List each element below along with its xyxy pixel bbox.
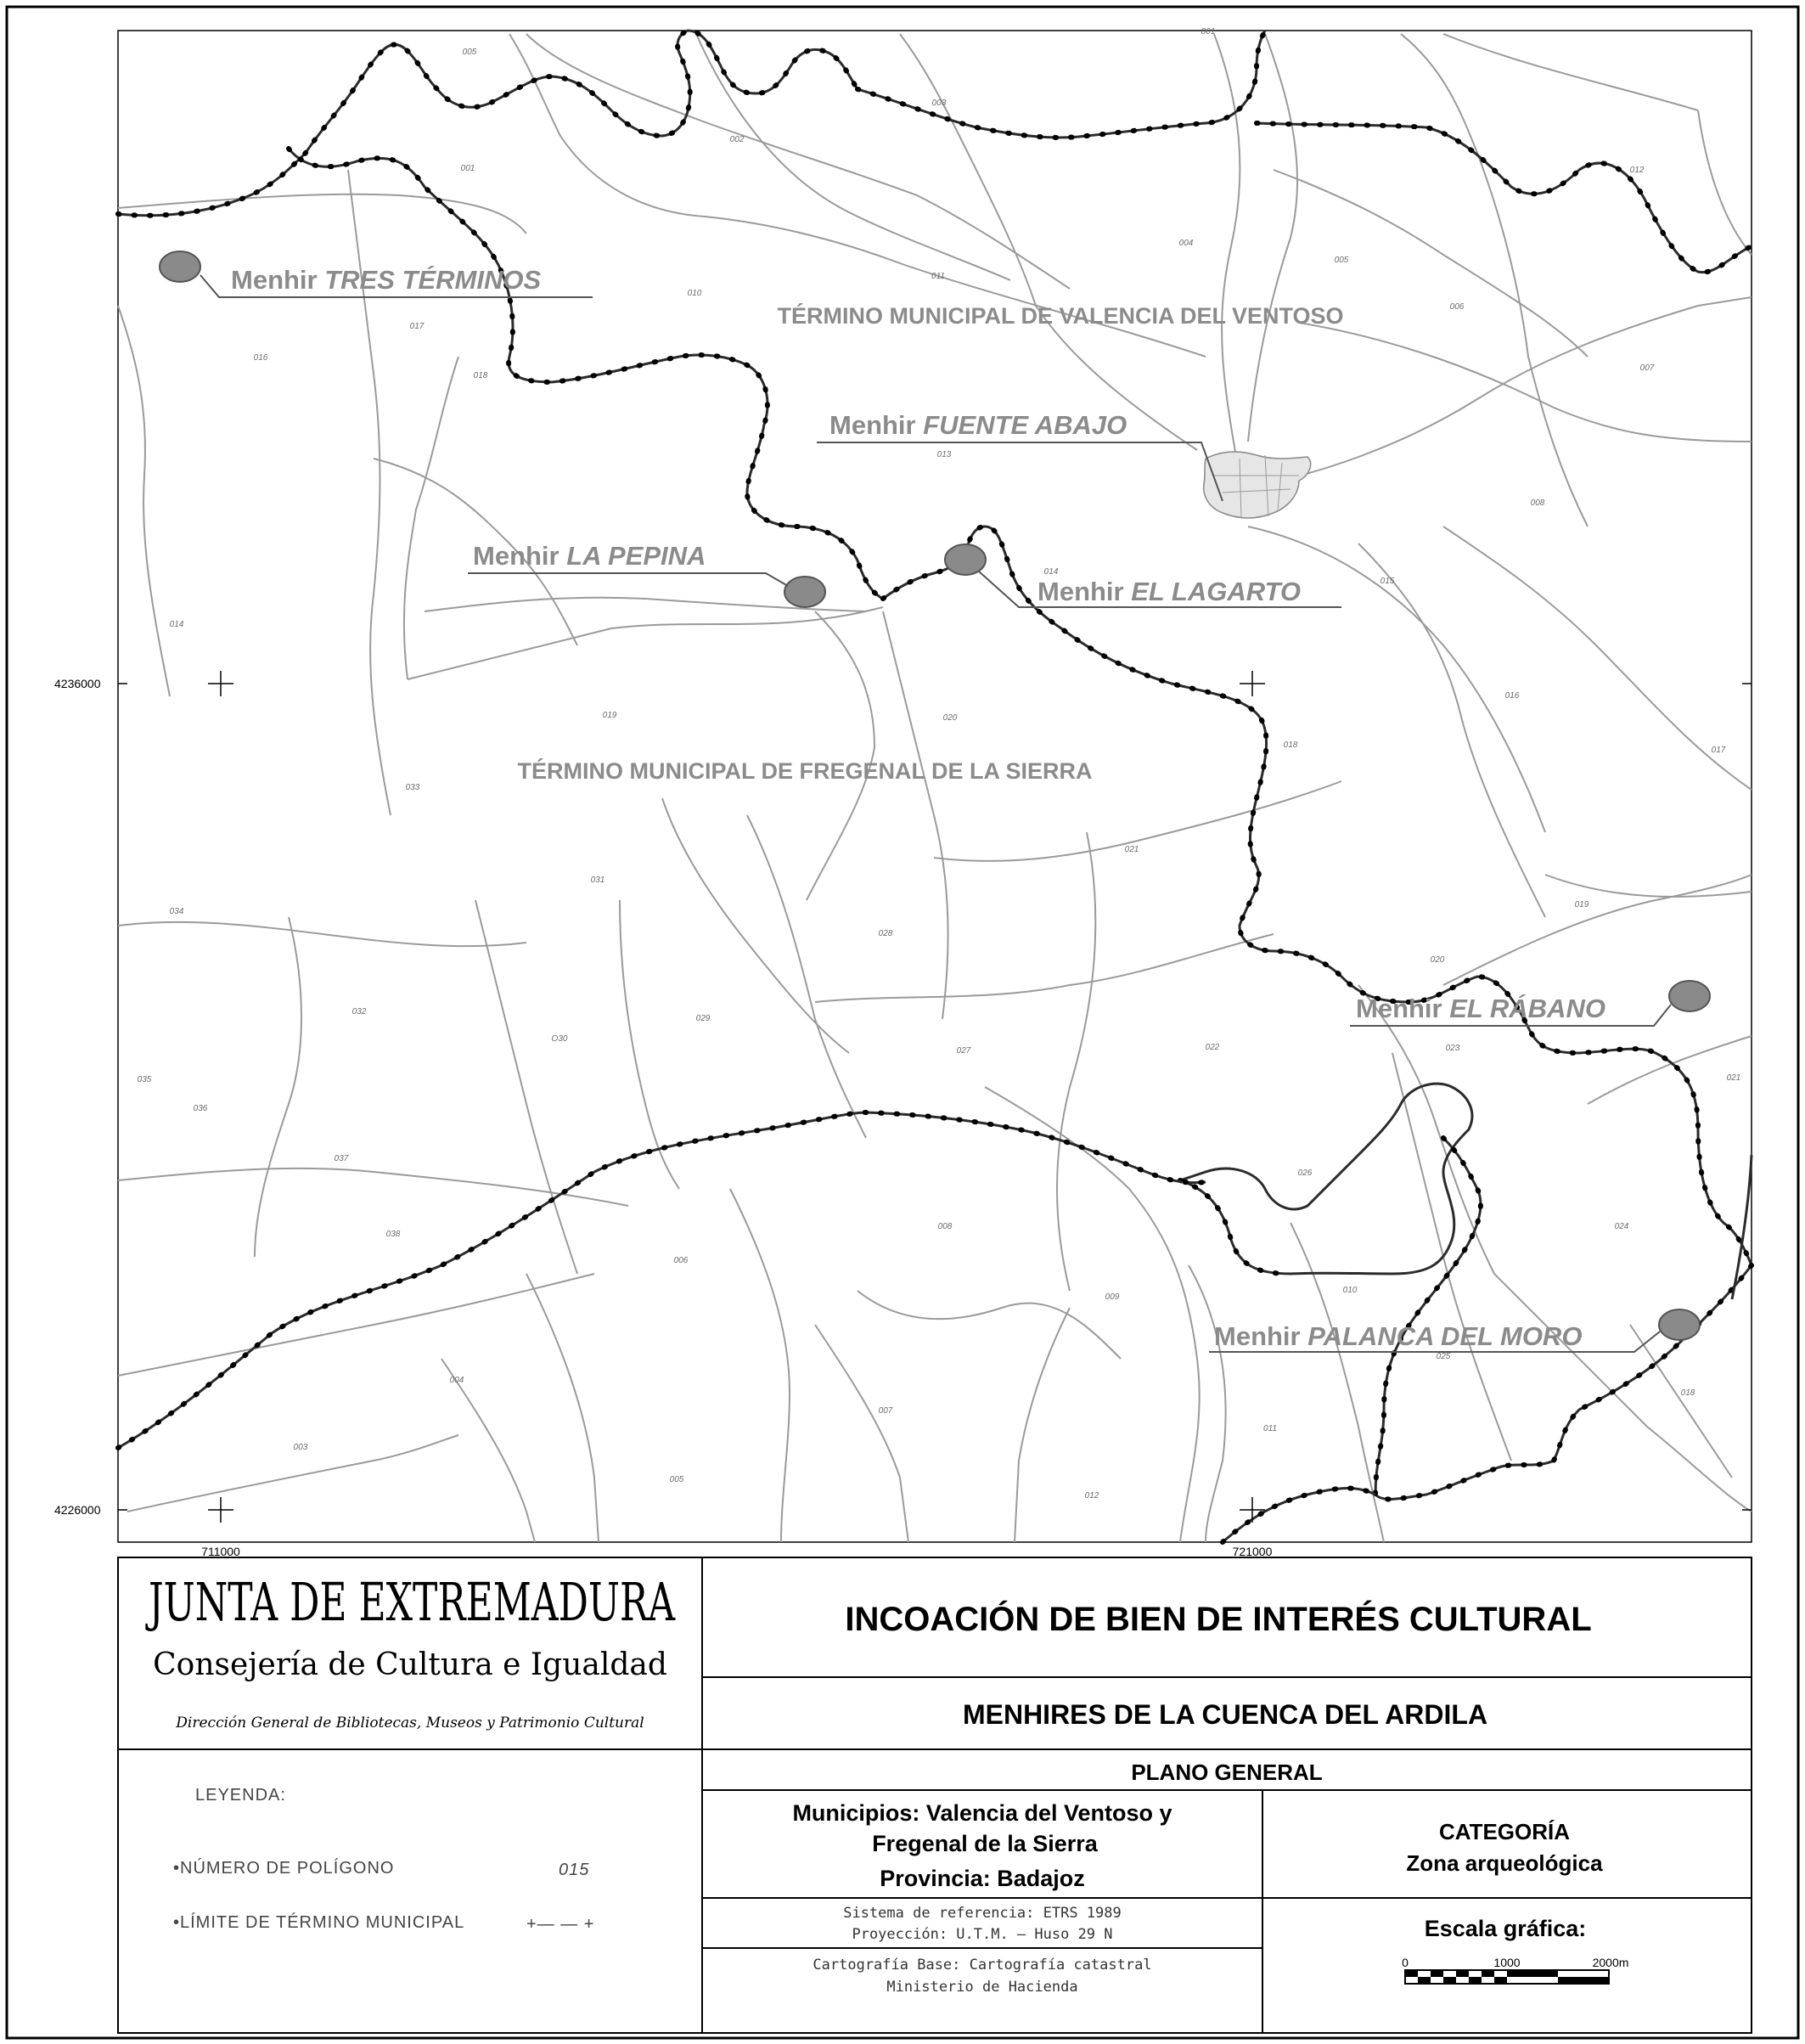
parcel-number-label: 005 — [669, 1475, 684, 1484]
parcel-number-label: 020 — [942, 713, 958, 723]
parcel-number-label: 007 — [1639, 363, 1655, 373]
menhir-marker-icon — [160, 251, 200, 282]
parcel-number-label: 019 — [1574, 900, 1589, 909]
parcel-number-label: 007 — [878, 1406, 893, 1416]
main-title: INCOACIÓN DE BIEN DE INTERÉS CULTURAL — [845, 1601, 1592, 1638]
menhir-label — [1214, 1321, 1582, 1351]
parcel-number-label: 001 — [460, 164, 475, 173]
legend-title: LEYENDA: — [195, 1786, 286, 1805]
menhir-label — [231, 265, 541, 295]
parcel-number-label: 005 — [1334, 256, 1349, 265]
parcel-number-label: 011 — [931, 272, 945, 281]
menhir-fuente-abajo — [817, 410, 1223, 501]
parcel-number-label: 018 — [1680, 1388, 1695, 1398]
municipios-line1: Municipios: Valencia del Ventoso y — [792, 1800, 1172, 1826]
parcel-number-label: 020 — [1430, 955, 1445, 965]
parcel-number-label: 017 — [1711, 746, 1726, 755]
menhir-label — [829, 410, 1127, 440]
menhir-marker-icon — [945, 544, 986, 575]
municipal-boundaries — [118, 31, 1752, 1542]
menhir-prefix: Menhir — [231, 265, 325, 295]
menhir-name: EL RÁBANO — [1449, 994, 1605, 1023]
parcel-number-label: 004 — [449, 1376, 464, 1385]
parcel-number-label: 028 — [878, 929, 893, 938]
menhir-label — [1356, 994, 1605, 1023]
parcel-number-label: 018 — [1283, 740, 1298, 750]
provincia: Provincia: Badajoz — [880, 1866, 1085, 1891]
legend-boundary-label: •LÍMITE DE TÉRMINO MUNICIPAL — [173, 1913, 465, 1932]
legend-polygon-sample: 015 — [559, 1861, 590, 1879]
parcel-number-label: 004 — [1178, 239, 1194, 248]
subtitle: MENHIRES DE LA CUENCA DEL ARDILA — [962, 1699, 1488, 1730]
parcel-number-label: 011 — [1263, 1424, 1277, 1433]
categoria-label: CATEGORÍA — [1438, 1819, 1571, 1844]
parcel-number-label: 006 — [1449, 302, 1465, 312]
scale-tick-0: 0 — [1402, 1956, 1409, 1969]
coord-x-left: 711000 — [201, 1545, 240, 1558]
menhir-prefix: Menhir — [1356, 994, 1450, 1023]
cartografia-line1: Cartografía Base: Cartografía catastral — [813, 1957, 1152, 1974]
legend-boundary-sample: +— — + — [526, 1915, 595, 1934]
menhir-label — [1037, 577, 1301, 606]
escala-label: Escala gráfica: — [1424, 1916, 1587, 1941]
menhir-la-pepina — [468, 541, 825, 607]
term-label-fregenal: TÉRMINO MUNICIPAL DE FREGENAL DE LA SIERRA — [517, 758, 1093, 784]
proyeccion: Proyección: U.T.M. — Huso 29 N — [852, 1926, 1113, 1943]
leader-line — [468, 573, 788, 586]
org-department: Consejería de Cultura e Igualdad — [153, 1647, 667, 1682]
map-area — [54, 27, 1752, 1558]
town-core — [1204, 452, 1311, 518]
menhir-label — [473, 541, 706, 571]
parcel-number-label: 031 — [590, 876, 605, 885]
parcel-number-label: 014 — [169, 620, 184, 629]
parcel-number-label: 026 — [1297, 1168, 1313, 1178]
scale-bar — [1402, 1956, 1628, 1984]
menhir-name: PALANCA DEL MORO — [1307, 1321, 1583, 1351]
parcel-number-label: 012 — [1084, 1491, 1099, 1501]
menhir-marker-icon — [1659, 1309, 1700, 1340]
parcel-number-label: 022 — [1205, 1043, 1220, 1052]
parcel-number-label: 015 — [1380, 577, 1395, 586]
sistema-referencia: Sistema de referencia: ETRS 1989 — [843, 1905, 1122, 1922]
parcel-number-label: 023 — [1445, 1044, 1460, 1053]
coord-y-bottom: 4226000 — [54, 1503, 101, 1517]
parcel-number-label: 010 — [687, 289, 702, 298]
parcel-number-label: 001 — [1201, 27, 1216, 37]
parcel-number-label: 033 — [405, 783, 420, 792]
menhir-name: EL LAGARTO — [1131, 577, 1302, 606]
parcel-number-label: 005 — [462, 48, 477, 57]
parcel-boundaries — [118, 34, 1752, 1542]
parcel-number-label: 017 — [409, 322, 425, 331]
parcel-number-label: 008 — [937, 1222, 953, 1231]
parcel-number-label: 006 — [673, 1256, 689, 1265]
parcel-number-label: 013 — [936, 450, 952, 459]
parcel-number-label: 038 — [385, 1230, 401, 1239]
menhir-el-rabano — [1350, 981, 1710, 1026]
menhir-prefix: Menhir — [1037, 577, 1132, 606]
menhir-prefix: Menhir — [829, 410, 924, 440]
title-block — [118, 1557, 1752, 2033]
leader-line — [817, 442, 1223, 501]
parcel-number-label: 037 — [334, 1154, 349, 1163]
parcel-number-label: 012 — [1629, 166, 1645, 175]
parcel-number-label: 024 — [1614, 1222, 1629, 1231]
menhir-marker-icon — [1669, 981, 1710, 1011]
parcel-number-label: 021 — [1726, 1073, 1741, 1083]
plan-name: PLANO GENERAL — [1131, 1760, 1323, 1785]
menhir-name: FUENTE ABAJO — [923, 410, 1127, 440]
parcel-number-label: 002 — [729, 135, 745, 144]
term-label-valencia: TÉRMINO MUNICIPAL DE VALENCIA DEL VENTOSO — [777, 303, 1344, 329]
parcel-number-label: 029 — [695, 1014, 711, 1023]
parcel-number-label: 021 — [1124, 845, 1139, 854]
parcel-number-label: 010 — [1342, 1286, 1358, 1295]
categoria-value: Zona arqueológica — [1406, 1850, 1603, 1876]
menhir-tres-terminos — [160, 251, 593, 297]
parcel-number-label: 034 — [169, 907, 184, 916]
scale-tick-2000: 2000m — [1592, 1956, 1629, 1969]
parcel-number-label: 018 — [473, 371, 488, 380]
coord-y-top: 4236000 — [54, 677, 101, 690]
parcel-number-label: 014 — [1043, 567, 1059, 577]
menhir-prefix: Menhir — [473, 541, 567, 571]
cartografia-line2: Ministerio de Hacienda — [886, 1979, 1078, 1996]
parcel-number-label: 009 — [1105, 1292, 1120, 1302]
municipios-line2: Fregenal de la Sierra — [872, 1831, 1098, 1856]
coord-x-right: 721000 — [1232, 1545, 1273, 1558]
parcel-number-label: 036 — [193, 1104, 208, 1113]
parcel-number-label: 016 — [1504, 691, 1520, 701]
parcel-number-label: 008 — [1530, 498, 1545, 508]
parcel-number-label: O30 — [551, 1034, 568, 1044]
org-directorate: Dirección General de Bibliotecas, Museos y Patrimonio Cultural — [176, 1715, 644, 1731]
menhir-palanca-del-moro — [1209, 1309, 1700, 1352]
parcel-number-label: 032 — [351, 1007, 367, 1016]
map-frame — [118, 31, 1752, 1542]
menhir-name: LA PEPINA — [566, 541, 706, 571]
legend-polygon-label: •NÚMERO DE POLÍGONO — [173, 1859, 395, 1878]
parcel-number-label: 003 — [931, 99, 947, 108]
menhir-prefix: Menhir — [1214, 1321, 1308, 1351]
parcel-number-label: 035 — [137, 1075, 152, 1084]
parcel-number-label: 027 — [956, 1046, 971, 1056]
parcel-number-label: 003 — [293, 1443, 308, 1452]
parcel-number-label: 025 — [1436, 1352, 1451, 1361]
menhir-name: TRES TÉRMINOS — [324, 265, 542, 295]
parcel-number-label: 019 — [602, 711, 617, 720]
org-name: JUNTA DE EXTREMADURA — [144, 1571, 676, 1633]
menhir-marker-icon — [784, 577, 825, 607]
grid-crosses — [118, 671, 1752, 1523]
scale-tick-1000: 1000 — [1493, 1956, 1521, 1969]
parcel-number-label: 016 — [253, 353, 268, 363]
